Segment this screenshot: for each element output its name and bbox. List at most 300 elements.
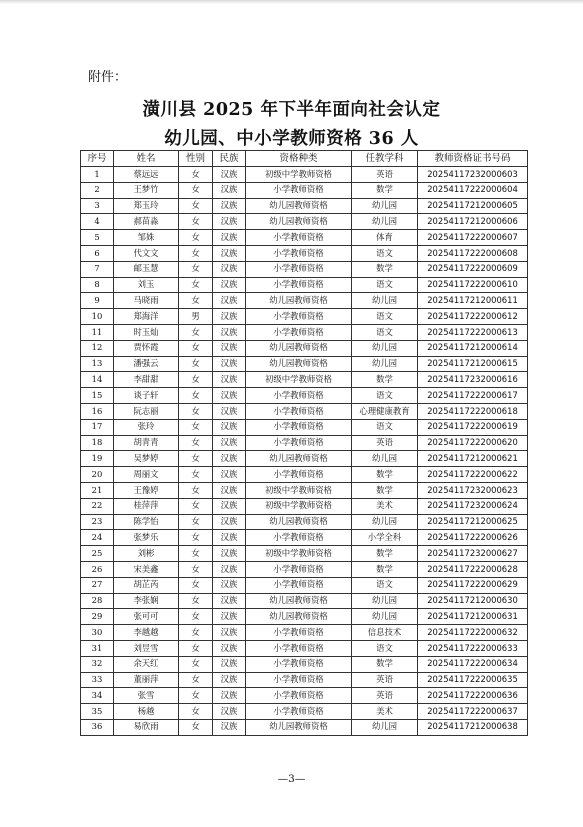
cell-subject: 数学 — [352, 467, 418, 483]
cell-name: 时玉灿 — [114, 324, 179, 340]
cell-index: 33 — [81, 672, 114, 688]
cell-gender: 女 — [179, 625, 213, 641]
cell-index: 9 — [81, 293, 114, 309]
cell-index: 31 — [81, 640, 114, 656]
cell-qualification-type: 幼儿园教师资格 — [246, 356, 352, 372]
header-ethnicity: 民族 — [213, 151, 246, 167]
cell-qualification-type: 小学教师资格 — [246, 530, 352, 546]
cell-index: 20 — [81, 467, 114, 483]
cell-index: 25 — [81, 546, 114, 562]
cell-name: 胡芷芮 — [114, 577, 179, 593]
cell-certificate-number: 20254117212000621 — [418, 451, 528, 467]
cell-subject: 语文 — [352, 245, 418, 261]
cell-gender: 女 — [179, 482, 213, 498]
cell-subject: 数学 — [352, 482, 418, 498]
cell-gender: 女 — [179, 356, 213, 372]
cell-subject: 数学 — [352, 561, 418, 577]
cell-qualification-type: 小学教师资格 — [246, 704, 352, 720]
table-row — [81, 340, 528, 356]
cell-name: 余天红 — [114, 656, 179, 672]
cell-subject: 幼儿园 — [352, 719, 418, 735]
table-row — [81, 182, 528, 198]
cell-index: 16 — [81, 403, 114, 419]
cell-certificate-number: 20254117222000609 — [418, 261, 528, 277]
cell-name: 桂萍萍 — [114, 498, 179, 514]
cell-gender: 女 — [179, 324, 213, 340]
cell-name: 刘彬 — [114, 546, 179, 562]
cell-certificate-number: 20254117222000626 — [418, 530, 528, 546]
cell-gender: 女 — [179, 182, 213, 198]
cell-ethnicity: 汉族 — [213, 293, 246, 309]
cell-qualification-type: 小学教师资格 — [246, 309, 352, 325]
cell-subject: 幼儿园 — [352, 214, 418, 230]
cell-gender: 女 — [179, 498, 213, 514]
cell-subject: 数学 — [352, 261, 418, 277]
table-row — [81, 245, 528, 261]
cell-subject: 英语 — [352, 672, 418, 688]
table-body — [81, 167, 528, 736]
cell-qualification-type: 幼儿园教师资格 — [246, 514, 352, 530]
cell-qualification-type: 幼儿园教师资格 — [246, 214, 352, 230]
cell-certificate-number: 20254117222000607 — [418, 230, 528, 246]
cell-name: 张雪 — [114, 688, 179, 704]
cell-gender: 女 — [179, 435, 213, 451]
table-row — [81, 625, 528, 641]
cell-certificate-number: 20254117222000629 — [418, 577, 528, 593]
cell-qualification-type: 幼儿园教师资格 — [246, 451, 352, 467]
cell-certificate-number: 20254117232000616 — [418, 372, 528, 388]
cell-gender: 女 — [179, 230, 213, 246]
cell-certificate-number: 20254117222000635 — [418, 672, 528, 688]
cell-ethnicity: 汉族 — [213, 609, 246, 625]
cell-qualification-type: 小学教师资格 — [246, 419, 352, 435]
table-row — [81, 277, 528, 293]
cell-certificate-number: 20254117222000613 — [418, 324, 528, 340]
cell-subject: 体育 — [352, 230, 418, 246]
cell-gender: 女 — [179, 451, 213, 467]
cell-subject: 幼儿园 — [352, 451, 418, 467]
cell-name: 郑玉玲 — [114, 198, 179, 214]
cell-gender: 女 — [179, 261, 213, 277]
cell-qualification-type: 初级中学教师资格 — [246, 482, 352, 498]
header-index: 序号 — [81, 151, 114, 167]
cell-name: 易欣雨 — [114, 719, 179, 735]
cell-qualification-type: 小学教师资格 — [246, 672, 352, 688]
cell-name: 郝苗淼 — [114, 214, 179, 230]
cell-subject: 美术 — [352, 498, 418, 514]
cell-qualification-type: 小学教师资格 — [246, 230, 352, 246]
cell-certificate-number: 20254117222000634 — [418, 656, 528, 672]
cell-certificate-number: 20254117212000638 — [418, 719, 528, 735]
cell-gender: 女 — [179, 340, 213, 356]
cell-certificate-number: 20254117222000628 — [418, 561, 528, 577]
cell-ethnicity: 汉族 — [213, 546, 246, 562]
document-title-line-2: 幼儿园、中小学教师资格 36 人 — [164, 129, 419, 149]
table-row — [81, 198, 528, 214]
cell-subject: 语文 — [352, 324, 418, 340]
cell-subject: 语文 — [352, 577, 418, 593]
header-certificate-number: 教师资格证书号码 — [418, 151, 528, 167]
header-gender: 性别 — [179, 151, 213, 167]
cell-index: 11 — [81, 324, 114, 340]
cell-ethnicity: 汉族 — [213, 340, 246, 356]
cell-name: 陈学怡 — [114, 514, 179, 530]
table-row — [81, 577, 528, 593]
cell-index: 17 — [81, 419, 114, 435]
cell-index: 35 — [81, 704, 114, 720]
cell-qualification-type: 幼儿园教师资格 — [246, 198, 352, 214]
cell-name: 邹姝 — [114, 230, 179, 246]
cell-name: 张梦乐 — [114, 530, 179, 546]
cell-subject: 语文 — [352, 419, 418, 435]
cell-certificate-number: 20254117222000637 — [418, 704, 528, 720]
cell-name: 杨越 — [114, 704, 179, 720]
cell-index: 22 — [81, 498, 114, 514]
cell-qualification-type: 幼儿园教师资格 — [246, 609, 352, 625]
cell-index: 2 — [81, 182, 114, 198]
cell-subject: 语文 — [352, 640, 418, 656]
cell-index: 32 — [81, 656, 114, 672]
cell-ethnicity: 汉族 — [213, 372, 246, 388]
cell-name: 吴梦婷 — [114, 451, 179, 467]
cell-gender: 女 — [179, 672, 213, 688]
cell-certificate-number: 20254117222000633 — [418, 640, 528, 656]
cell-index: 29 — [81, 609, 114, 625]
cell-subject: 幼儿园 — [352, 514, 418, 530]
cell-certificate-number: 20254117232000603 — [418, 167, 528, 183]
cell-index: 36 — [81, 719, 114, 735]
cell-index: 14 — [81, 372, 114, 388]
table-row — [81, 514, 528, 530]
cell-certificate-number: 20254117222000619 — [418, 419, 528, 435]
cell-ethnicity: 汉族 — [213, 593, 246, 609]
cell-qualification-type: 初级中学教师资格 — [246, 167, 352, 183]
cell-ethnicity: 汉族 — [213, 419, 246, 435]
cell-gender: 女 — [179, 419, 213, 435]
cell-gender: 女 — [179, 467, 213, 483]
cell-qualification-type: 小学教师资格 — [246, 688, 352, 704]
cell-qualification-type: 小学教师资格 — [246, 435, 352, 451]
cell-qualification-type: 小学教师资格 — [246, 388, 352, 404]
cell-subject: 语文 — [352, 309, 418, 325]
cell-index: 3 — [81, 198, 114, 214]
cell-index: 13 — [81, 356, 114, 372]
cell-index: 28 — [81, 593, 114, 609]
cell-gender: 女 — [179, 514, 213, 530]
cell-name: 李越越 — [114, 625, 179, 641]
cell-name: 王豫婷 — [114, 482, 179, 498]
cell-subject: 英语 — [352, 688, 418, 704]
cell-ethnicity: 汉族 — [213, 309, 246, 325]
cell-name: 董丽萍 — [114, 672, 179, 688]
cell-gender: 女 — [179, 561, 213, 577]
cell-qualification-type: 小学教师资格 — [246, 324, 352, 340]
cell-ethnicity: 汉族 — [213, 167, 246, 183]
cell-certificate-number: 20254117222000622 — [418, 467, 528, 483]
table-row — [81, 640, 528, 656]
table-row — [81, 214, 528, 230]
table-row — [81, 482, 528, 498]
cell-name: 潘强云 — [114, 356, 179, 372]
cell-index: 4 — [81, 214, 114, 230]
cell-name: 胡青青 — [114, 435, 179, 451]
cell-certificate-number: 20254117212000614 — [418, 340, 528, 356]
table-row — [81, 324, 528, 340]
cell-qualification-type: 小学教师资格 — [246, 182, 352, 198]
cell-ethnicity: 汉族 — [213, 230, 246, 246]
cell-gender: 女 — [179, 656, 213, 672]
cell-gender: 女 — [179, 198, 213, 214]
cell-index: 6 — [81, 245, 114, 261]
cell-certificate-number: 20254117222000620 — [418, 435, 528, 451]
table-row — [81, 372, 528, 388]
cell-subject: 幼儿园 — [352, 356, 418, 372]
cell-ethnicity: 汉族 — [213, 640, 246, 656]
attachment-label: 附件： — [88, 70, 128, 85]
table-row — [81, 261, 528, 277]
table-row — [81, 167, 528, 183]
cell-qualification-type: 小学教师资格 — [246, 261, 352, 277]
table-row — [81, 388, 528, 404]
cell-ethnicity: 汉族 — [213, 530, 246, 546]
cell-index: 21 — [81, 482, 114, 498]
cell-certificate-number: 20254117212000605 — [418, 198, 528, 214]
cell-certificate-number: 20254117222000618 — [418, 403, 528, 419]
cell-certificate-number: 20254117232000623 — [418, 482, 528, 498]
cell-certificate-number: 20254117212000630 — [418, 593, 528, 609]
cell-index: 7 — [81, 261, 114, 277]
cell-subject: 幼儿园 — [352, 340, 418, 356]
header-name: 姓名 — [114, 151, 179, 167]
cell-qualification-type: 小学教师资格 — [246, 403, 352, 419]
cell-gender: 女 — [179, 593, 213, 609]
cell-ethnicity: 汉族 — [213, 561, 246, 577]
table-row — [81, 467, 528, 483]
cell-ethnicity: 汉族 — [213, 388, 246, 404]
document-title-line-1: 潢川县 2025 年下半年面向社会认定 — [142, 100, 441, 120]
cell-gender: 女 — [179, 609, 213, 625]
cell-name: 蔡远远 — [114, 167, 179, 183]
cell-certificate-number: 20254117212000611 — [418, 293, 528, 309]
cell-gender: 男 — [179, 309, 213, 325]
teacher-qualification-table — [80, 150, 528, 736]
cell-subject: 数学 — [352, 372, 418, 388]
cell-name: 邮玉慧 — [114, 261, 179, 277]
cell-certificate-number: 20254117222000604 — [418, 182, 528, 198]
cell-name: 谈子轩 — [114, 388, 179, 404]
cell-ethnicity: 汉族 — [213, 451, 246, 467]
cell-gender: 女 — [179, 388, 213, 404]
cell-index: 19 — [81, 451, 114, 467]
cell-ethnicity: 汉族 — [213, 688, 246, 704]
cell-subject: 数学 — [352, 182, 418, 198]
cell-ethnicity: 汉族 — [213, 656, 246, 672]
table-header — [81, 151, 528, 167]
cell-ethnicity: 汉族 — [213, 704, 246, 720]
cell-index: 15 — [81, 388, 114, 404]
cell-qualification-type: 小学教师资格 — [246, 277, 352, 293]
cell-qualification-type: 初级中学教师资格 — [246, 498, 352, 514]
cell-subject: 数学 — [352, 656, 418, 672]
table-row — [81, 230, 528, 246]
cell-gender: 女 — [179, 214, 213, 230]
cell-name: 马晓雨 — [114, 293, 179, 309]
cell-name: 贾怀霞 — [114, 340, 179, 356]
table-row — [81, 419, 528, 435]
cell-ethnicity: 汉族 — [213, 577, 246, 593]
cell-certificate-number: 20254117212000615 — [418, 356, 528, 372]
cell-qualification-type: 小学教师资格 — [246, 625, 352, 641]
page-number: —3— — [277, 773, 306, 785]
cell-subject: 英语 — [352, 167, 418, 183]
cell-certificate-number: 20254117232000627 — [418, 546, 528, 562]
cell-name: 李甜甜 — [114, 372, 179, 388]
cell-qualification-type: 幼儿园教师资格 — [246, 719, 352, 735]
table-row — [81, 356, 528, 372]
cell-certificate-number: 20254117232000624 — [418, 498, 528, 514]
table-row — [81, 688, 528, 704]
cell-qualification-type: 初级中学教师资格 — [246, 546, 352, 562]
cell-index: 8 — [81, 277, 114, 293]
table-row — [81, 293, 528, 309]
cell-index: 26 — [81, 561, 114, 577]
cell-subject: 幼儿园 — [352, 593, 418, 609]
table-row — [81, 498, 528, 514]
cell-name: 阮志丽 — [114, 403, 179, 419]
cell-qualification-type: 初级中学教师资格 — [246, 372, 352, 388]
cell-name: 周丽文 — [114, 467, 179, 483]
table-row — [81, 609, 528, 625]
table-row — [81, 672, 528, 688]
cell-certificate-number: 20254117222000608 — [418, 245, 528, 261]
cell-ethnicity: 汉族 — [213, 324, 246, 340]
table-row — [81, 546, 528, 562]
cell-ethnicity: 汉族 — [213, 625, 246, 641]
cell-gender: 女 — [179, 277, 213, 293]
cell-certificate-number: 20254117212000625 — [418, 514, 528, 530]
table-row — [81, 435, 528, 451]
cell-subject: 心理健康教育 — [352, 403, 418, 419]
cell-certificate-number: 20254117212000606 — [418, 214, 528, 230]
cell-ethnicity: 汉族 — [213, 514, 246, 530]
cell-subject: 幼儿园 — [352, 609, 418, 625]
cell-gender: 女 — [179, 719, 213, 735]
cell-qualification-type: 小学教师资格 — [246, 467, 352, 483]
cell-certificate-number: 20254117212000631 — [418, 609, 528, 625]
table-row — [81, 704, 528, 720]
cell-ethnicity: 汉族 — [213, 498, 246, 514]
cell-index: 18 — [81, 435, 114, 451]
cell-qualification-type: 幼儿园教师资格 — [246, 593, 352, 609]
cell-qualification-type: 小学教师资格 — [246, 245, 352, 261]
cell-certificate-number: 20254117222000617 — [418, 388, 528, 404]
cell-gender: 女 — [179, 403, 213, 419]
cell-certificate-number: 20254117222000632 — [418, 625, 528, 641]
cell-name: 代文文 — [114, 245, 179, 261]
cell-name: 李张娴 — [114, 593, 179, 609]
cell-certificate-number: 20254117222000610 — [418, 277, 528, 293]
cell-index: 30 — [81, 625, 114, 641]
cell-index: 5 — [81, 230, 114, 246]
cell-name: 郑海洋 — [114, 309, 179, 325]
cell-name: 张玲 — [114, 419, 179, 435]
cell-ethnicity: 汉族 — [213, 719, 246, 735]
cell-ethnicity: 汉族 — [213, 261, 246, 277]
table-row — [81, 530, 528, 546]
cell-ethnicity: 汉族 — [213, 403, 246, 419]
cell-index: 23 — [81, 514, 114, 530]
cell-name: 宋美鑫 — [114, 561, 179, 577]
cell-ethnicity: 汉族 — [213, 182, 246, 198]
cell-ethnicity: 汉族 — [213, 198, 246, 214]
cell-subject: 信息技术 — [352, 625, 418, 641]
cell-qualification-type: 幼儿园教师资格 — [246, 293, 352, 309]
cell-gender: 女 — [179, 640, 213, 656]
cell-name: 刘昱雪 — [114, 640, 179, 656]
cell-qualification-type: 幼儿园教师资格 — [246, 340, 352, 356]
cell-ethnicity: 汉族 — [213, 672, 246, 688]
cell-index: 12 — [81, 340, 114, 356]
table-row — [81, 309, 528, 325]
cell-gender: 女 — [179, 293, 213, 309]
cell-index: 10 — [81, 309, 114, 325]
cell-ethnicity: 汉族 — [213, 356, 246, 372]
table-row — [81, 561, 528, 577]
cell-gender: 女 — [179, 577, 213, 593]
cell-qualification-type: 小学教师资格 — [246, 577, 352, 593]
cell-subject: 幼儿园 — [352, 293, 418, 309]
cell-subject: 幼儿园 — [352, 198, 418, 214]
cell-subject: 英语 — [352, 435, 418, 451]
cell-index: 1 — [81, 167, 114, 183]
cell-index: 24 — [81, 530, 114, 546]
cell-subject: 美术 — [352, 704, 418, 720]
cell-ethnicity: 汉族 — [213, 435, 246, 451]
cell-index: 34 — [81, 688, 114, 704]
cell-ethnicity: 汉族 — [213, 277, 246, 293]
cell-name: 王梦竹 — [114, 182, 179, 198]
cell-subject: 小学全科 — [352, 530, 418, 546]
cell-ethnicity: 汉族 — [213, 482, 246, 498]
cell-ethnicity: 汉族 — [213, 214, 246, 230]
cell-ethnicity: 汉族 — [213, 467, 246, 483]
page-top-edge — [0, 0, 583, 4]
cell-name: 刘玉 — [114, 277, 179, 293]
cell-name: 张可可 — [114, 609, 179, 625]
table-row — [81, 593, 528, 609]
cell-gender: 女 — [179, 704, 213, 720]
cell-index: 27 — [81, 577, 114, 593]
cell-qualification-type: 小学教师资格 — [246, 561, 352, 577]
cell-ethnicity: 汉族 — [213, 245, 246, 261]
cell-gender: 女 — [179, 688, 213, 704]
cell-gender: 女 — [179, 546, 213, 562]
cell-qualification-type: 小学教师资格 — [246, 656, 352, 672]
header-row — [81, 151, 528, 167]
header-qualification-type: 资格种类 — [246, 151, 352, 167]
cell-qualification-type: 小学教师资格 — [246, 640, 352, 656]
header-subject: 任教学科 — [352, 151, 418, 167]
table-row — [81, 719, 528, 735]
cell-gender: 女 — [179, 245, 213, 261]
cell-subject: 数学 — [352, 546, 418, 562]
table-row — [81, 451, 528, 467]
cell-gender: 女 — [179, 167, 213, 183]
cell-certificate-number: 20254117222000636 — [418, 688, 528, 704]
cell-subject: 语文 — [352, 388, 418, 404]
cell-certificate-number: 20254117222000612 — [418, 309, 528, 325]
table-row — [81, 403, 528, 419]
